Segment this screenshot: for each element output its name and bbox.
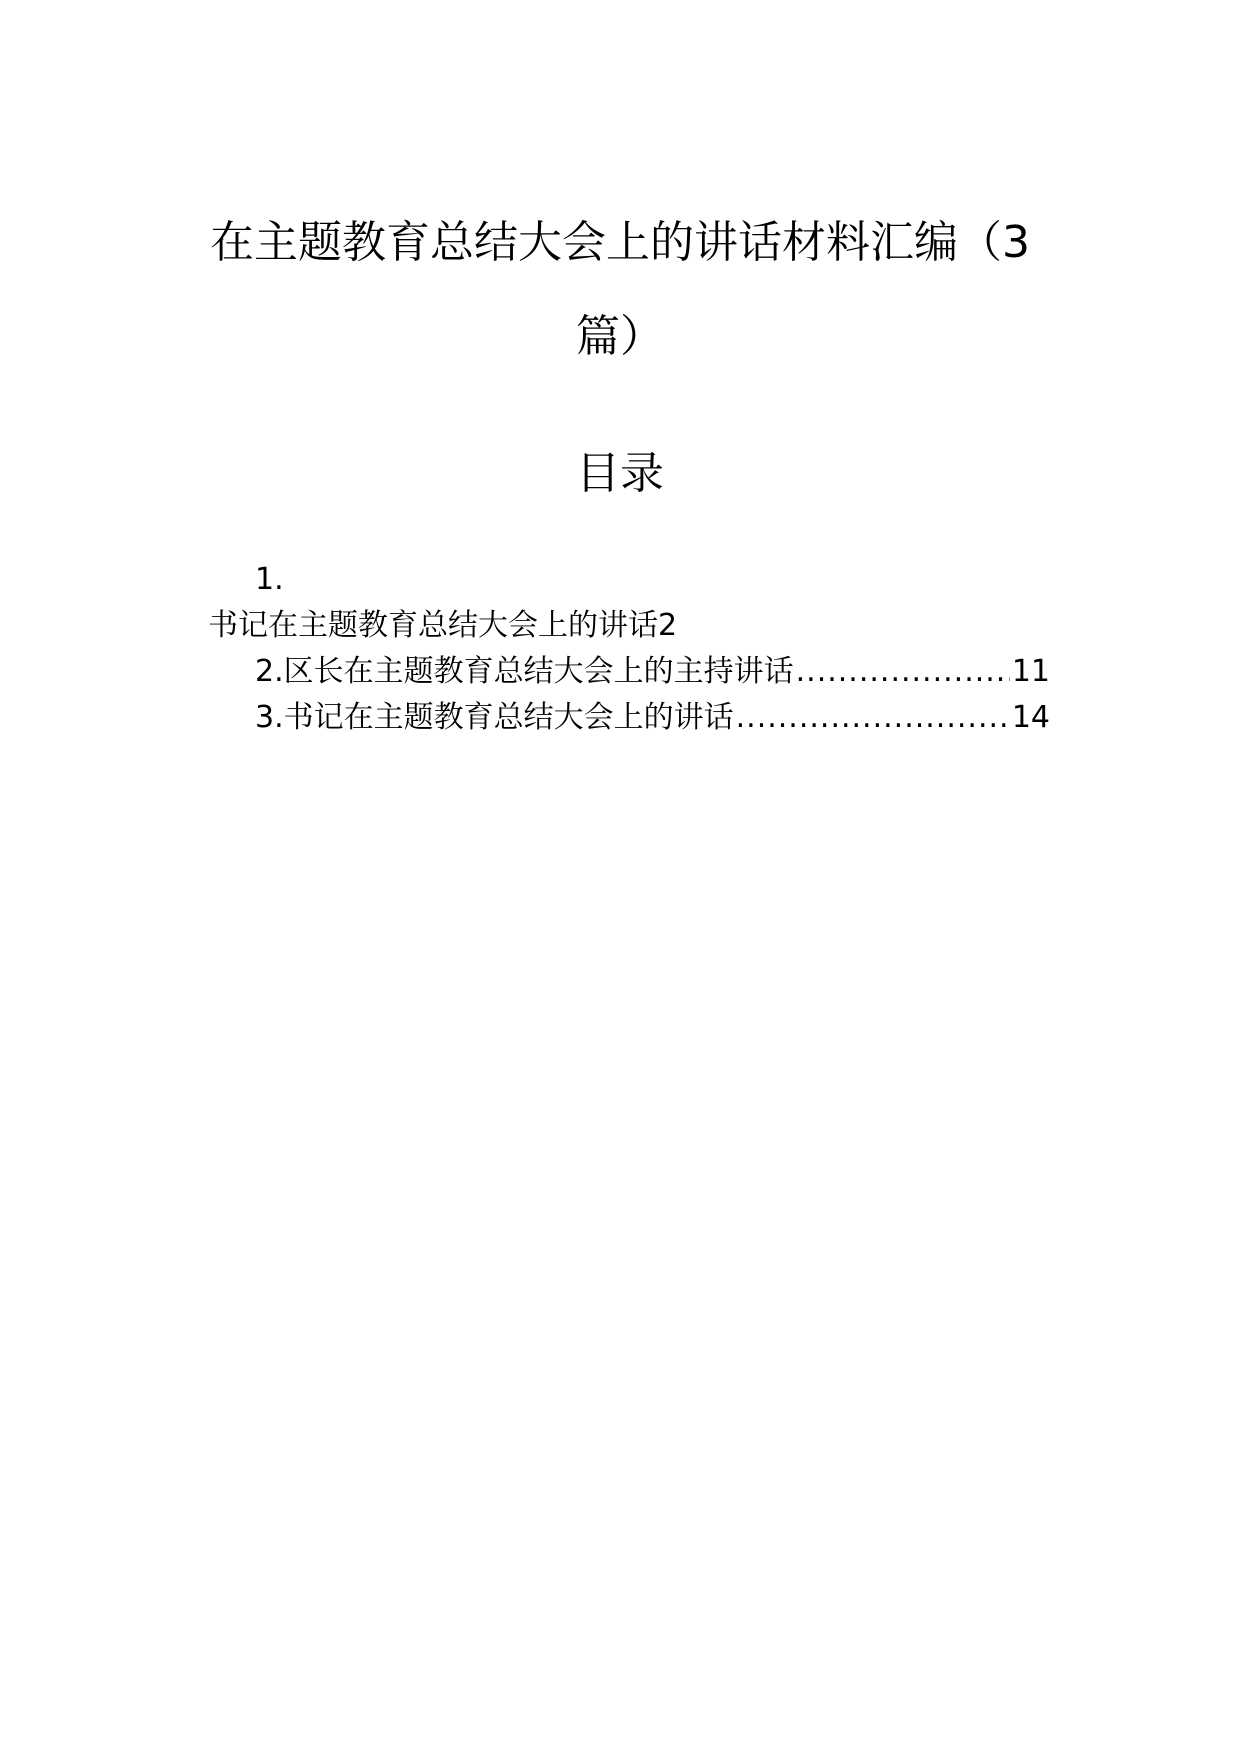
document-title-line-2: 篇） [576,311,664,362]
toc-entry-3-text: 书记在主题教育总结大会上的讲话 [283,700,734,735]
toc-entry-3-number: 3. [255,700,284,735]
toc-entry-1[interactable] [208,606,677,646]
toc-entry-2-dot-leader [796,652,1010,692]
toc-entry-2-number: 2. [255,654,284,689]
toc-entry-1-page: 2 [658,608,678,643]
toc-entry-1-number: 1. [255,562,284,597]
document-title-line-1: 在主题教育总结大会上的讲话材料汇编（3 [210,217,1030,268]
toc-heading: 目录 [576,448,664,499]
toc-entry-3[interactable] [255,698,1050,738]
toc-entry-1-text: 书记在主题教育总结大会上的讲话 [208,608,658,643]
toc-entry-3-dot-leader [736,698,1010,738]
toc-entry-2-page: 11 [1011,654,1050,689]
toc-entry-2-text: 区长在主题教育总结大会上的主持讲话 [283,654,794,689]
toc-entry-3-page: 14 [1011,700,1050,735]
toc-entry-2[interactable] [255,652,1050,692]
